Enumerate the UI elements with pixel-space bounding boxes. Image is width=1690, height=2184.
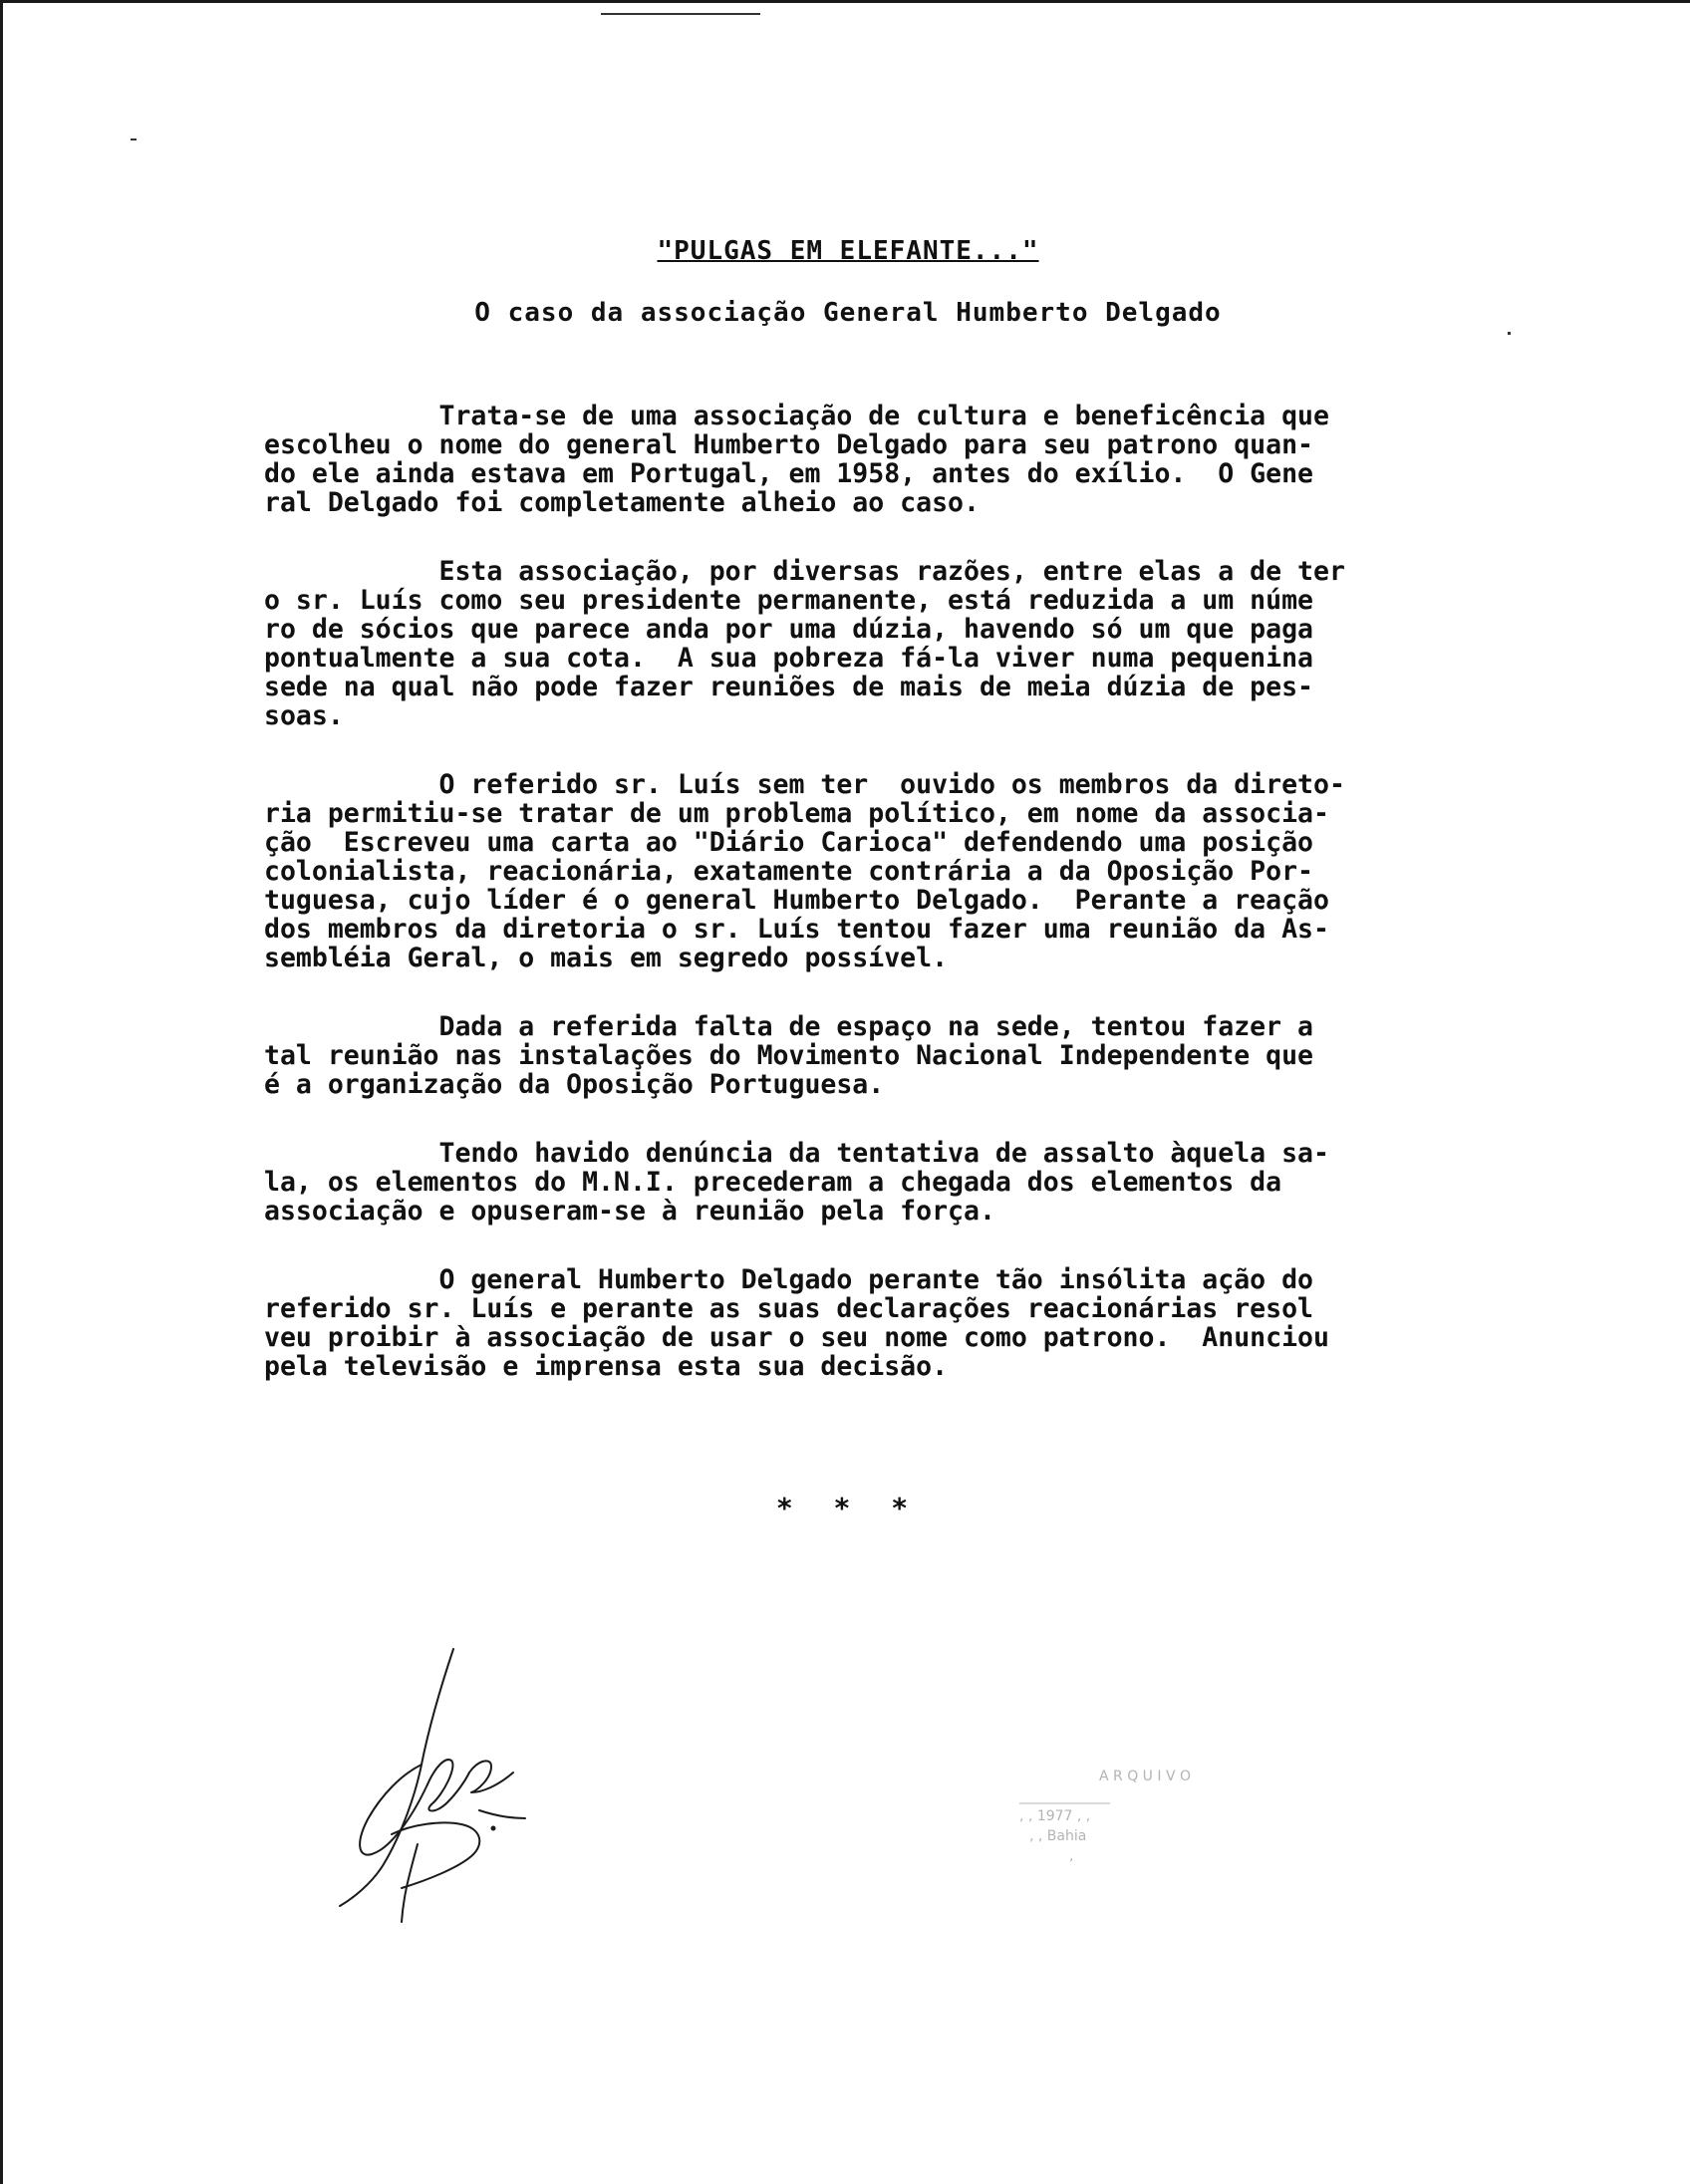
paragraph-5: Tendo havido denúncia da tentativa de assalto àquela sa- la, os elementos do M.N.I. precederam a chegada dos elementos da associação e opuseram-se à reunião pela força.: [264, 1138, 1329, 1227]
paragraph-6: O general Humberto Delgado perante tão insólita ação do referido sr. Luís e perante as suas declarações reacionárias resol veu proibir à associação de usar o seu nome como patrono. Anunciou pela televisão e imprensa esta sua decisão.: [264, 1264, 1329, 1382]
document-body: [264, 402, 1589, 1421]
scan-speck: [1508, 332, 1511, 335]
paragraph-3: O referido sr. Luís sem ter ouvido os membros da direto- ria permitiu-se tratar de um problema político, em nome da associa- ção Escreveu uma carta ao "Diário Carioca" defendendo uma posição colonialista, reacionária, exatamente contrária a da Oposição Por- tuguesa, cujo líder é o general Humberto Delgado. Perante a reação dos membros da diretoria o sr. Luís tentou fazer uma reunião da As- sembléia Geral, o mais em segredo possível.: [264, 769, 1345, 973]
scan-speck: [131, 138, 137, 140]
stamp-line-4: , , Bahia: [1029, 1828, 1087, 1844]
paragraph-1: Trata-se de uma associação de cultura e beneficência que escolheu o nome do general Humberto Delgado para seu patrono quan- do ele ainda estava em Portugal, em 1958, antes do exílio. O Gene ral Delgado foi completamente alheio ao caso.: [264, 401, 1329, 518]
stamp-line-5: ,: [1069, 1848, 1074, 1864]
stamp-line-3: , , 1977 , ,: [1019, 1808, 1091, 1824]
scan-speck: [601, 13, 760, 15]
section-separator: * * *: [775, 1492, 921, 1524]
paragraph-4: Dada a referida falta de espaço na sede, tentou fazer a tal reunião nas instalações do Movimento Nacional Independente que é a organização da Oposição Portuguesa.: [264, 1011, 1313, 1100]
archive-stamp: [999, 1767, 1438, 1876]
document-subtitle: O caso da associação General Humberto Delgado: [474, 298, 1222, 328]
paragraph-2: Esta associação, por diversas razões, entre elas a de ter o sr. Luís como seu presidente permanente, está reduzida a um núme ro de sócios que parece anda por uma dúzia, havendo só um que paga pontualmente a sua cota. A sua pobreza fá-la viver numa pequenina sede na qual não pode fazer reuniões de mais de meia dúzia de pes- soas.: [264, 556, 1345, 731]
stamp-line-2: _____________: [1019, 1788, 1110, 1804]
stamp-line-1: A R Q U I V O: [1099, 1769, 1191, 1784]
document-title: [3, 236, 1690, 266]
handwritten-signature: [332, 1645, 531, 1924]
document-title-text: "PULGAS EM ELEFANTE...": [657, 236, 1039, 266]
